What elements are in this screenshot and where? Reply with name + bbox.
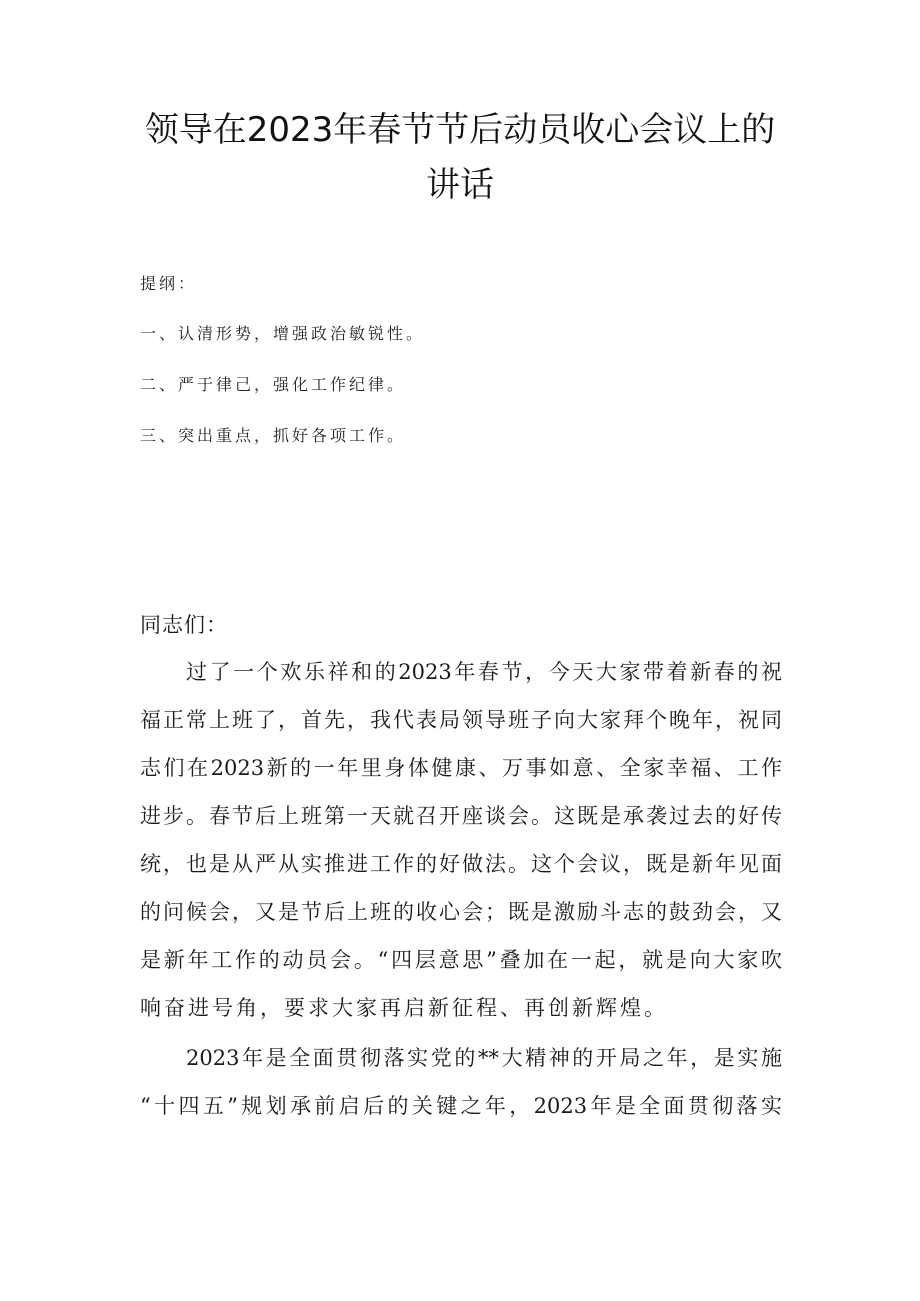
- paragraph-line: 统，也是从严从实推进工作的好做法。这个会议，既是新年见面: [140, 852, 782, 876]
- paragraph-line: 的问候会，又是节后上班的收心会；既是激励斗志的鼓劲会，又: [140, 900, 782, 924]
- outline-item: 三、突出重点，抓好各项工作。: [140, 426, 407, 445]
- outline-item: 一、认清形势，增强政治敏锐性。: [140, 324, 426, 343]
- document-title-line-2: 讲话: [426, 165, 494, 205]
- salutation: 同志们：: [140, 613, 228, 637]
- paragraph-line: “十四五”规划承前启后的关键之年，2023年是全面贯彻落实: [140, 1094, 782, 1118]
- paragraph-line: 进步。春节后上班第一天就召开座谈会。这既是承袭过去的好传: [140, 804, 782, 828]
- paragraph-line: 过了一个欢乐祥和的2023年春节，今天大家带着新春的祝: [186, 660, 782, 684]
- paragraph-line: 志们在2023新的一年里身体健康、万事如意、全家幸福、工作: [140, 756, 782, 780]
- paragraph-line: 是新年工作的动员会。“四层意思”叠加在一起，就是向大家吹: [140, 948, 782, 972]
- outline-item: 二、严于律己，强化工作纪律。: [140, 375, 407, 394]
- paragraph-line: 2023年是全面贯彻落实党的**大精神的开局之年，是实施: [186, 1046, 782, 1070]
- outline-heading: 提纲：: [140, 274, 198, 293]
- paragraph-line: 福正常上班了，首先，我代表局领导班子向大家拜个晚年，祝同: [140, 708, 782, 732]
- paragraph-line: 响奋进号角，要求大家再启新征程、再创新辉煌。: [140, 996, 668, 1020]
- document-title-line-1: 领导在2023年春节节后动员收心会议上的: [144, 110, 776, 150]
